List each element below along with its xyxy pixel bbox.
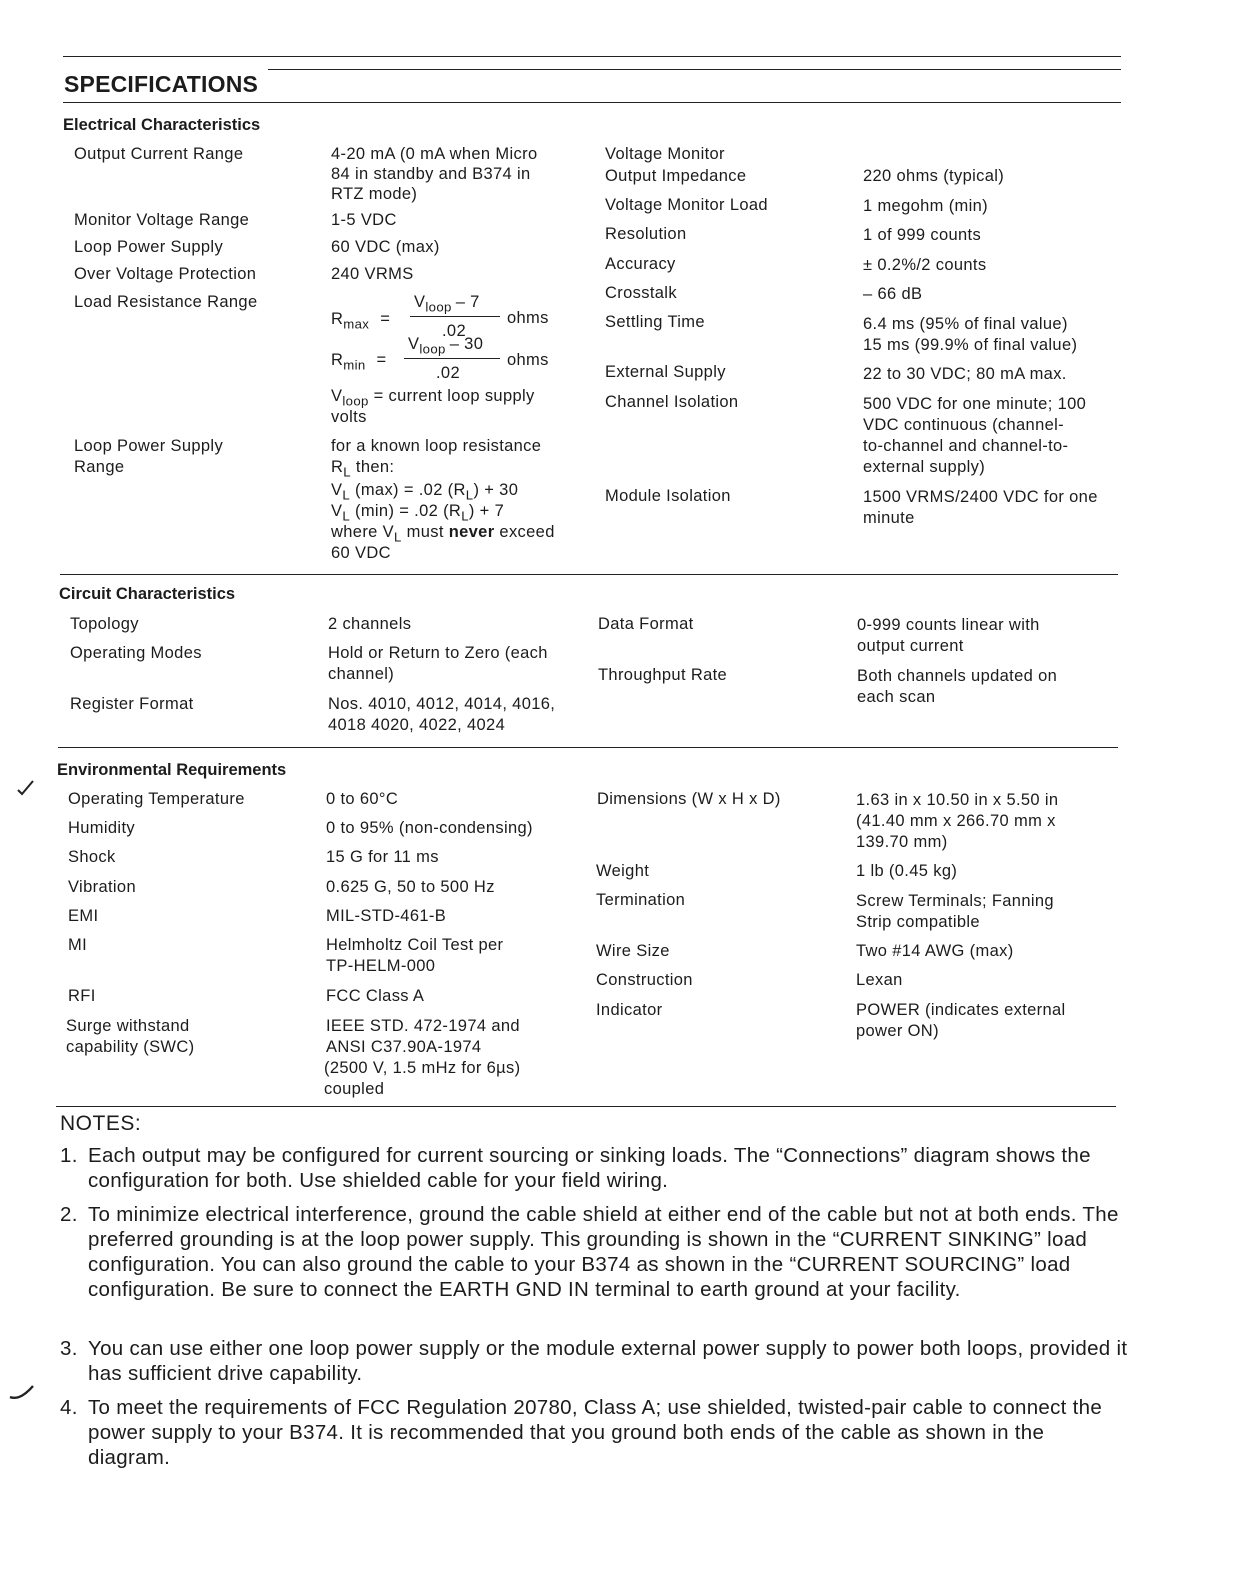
note-number: 2. [60,1203,78,1226]
note-text: Each output may be configured for current sourcing or sinking loads. The “Connections” diagram shows the configuration for both. Use shielded cable for your field wiring. [88,1144,1091,1192]
spec-label: Wire Size [596,942,670,960]
spec-value: IEEE STD. 472-1974 and [326,1017,520,1035]
spec-label: EMI [68,907,99,925]
spec-value: 1 megohm (min) [863,197,989,215]
spec-value: Two #14 AWG (max) [856,942,1014,960]
spec-label: Module Isolation [605,487,731,505]
spec-label: Weight [596,862,650,880]
spec-value: channel) [328,665,395,683]
spec-label: Humidity [68,819,135,837]
spec-value: volts [331,408,367,426]
fraction-bar [404,358,500,359]
note-item [60,1336,1130,1386]
spec-label: Accuracy [605,255,676,273]
spec-label: Termination [596,891,686,909]
spec-value: 1500 VRMS/2400 VDC for one [863,488,1098,506]
vloop-definition: $V_{loop}$ = current loop supply [331,387,535,409]
spec-value: external supply) [863,458,986,476]
spec-label: capability (SWC) [66,1038,195,1056]
spec-value: coupled [324,1080,385,1098]
formula-rmax-unit: ohms [507,309,549,327]
spec-value: 1.63 in x 10.50 in x 5.50 in [856,791,1059,809]
spec-value: 6.4 ms (95% of final value) [863,315,1068,333]
spec-label: Operating Temperature [68,790,245,808]
spec-value: 15 ms (99.9% of final value) [863,336,1078,354]
note-item [60,1202,1130,1302]
note-item [60,1395,1130,1470]
spec-label: Crosstalk [605,284,677,302]
section-heading-electrical: Electrical Characteristics [63,116,261,134]
spec-value: FCC Class A [326,987,425,1005]
formula-rmin-unit: ohms [507,351,549,369]
formula-r: R [331,310,344,328]
spec-label: RFI [68,987,96,1005]
formula-rmax [331,309,390,335]
formula-vl-min: $V_L$ (min) = .02 $(R_L) + 7$ [331,502,505,524]
spec-label: MI [68,936,88,954]
spec-label: Indicator [596,1001,663,1019]
formula-rmin-numerator: $V_{loop} - 30$ [408,335,484,357]
spec-label: Output Current Range [74,145,244,163]
spec-value: 500 VDC for one minute; 100 [863,395,1087,413]
spec-label: Resolution [605,225,687,243]
spec-value: (41.40 mm x 266.70 mm x [856,812,1056,830]
spec-label: Voltage Monitor [605,145,725,163]
spec-value: ± 0.2%/2 counts [863,256,987,274]
spec-value: Helmholtz Coil Test per [326,936,504,954]
note-text: To minimize electrical interference, ground the cable shield at either end of the cable but not at both ends. The preferred grounding is at the loop power supply. This grounding is shown in the “CURRENT SINKING” load configuration. You can also ground the cable to your B374 as shown in the “CURRENT SOURCING” load configuration. Be sure to connect the EARTH GND IN terminal to earth ground at your facility. [88,1203,1119,1301]
spec-value: 1 of 999 counts [863,226,982,244]
spec-label: Load Resistance Range [74,293,258,311]
fraction-bar [410,316,500,317]
spec-value: to-channel and channel-to- [863,437,1069,455]
section-divider [60,574,1118,575]
page-title: SPECIFICATIONS [64,71,259,97]
spec-label: Dimensions (W x H x D) [597,790,781,808]
spec-value: MIL-STD-461-B [326,907,447,925]
formula-eq: = [380,310,391,328]
spec-value: 0-999 counts linear with [857,616,1040,634]
spec-label: Settling Time [605,313,705,331]
section-divider [56,1106,1116,1107]
spec-value: Both channels updated on [857,667,1058,685]
spec-value: 2 channels [328,615,412,633]
spec-value: (2500 V, 1.5 mHz for 6µs) [324,1059,521,1077]
spec-value: 0 to 95% (non-condensing) [326,819,533,837]
formula-vl-max: $V_L$ (max) = .02 $(R_L) + 30$ [331,481,519,503]
spec-label: Over Voltage Protection [74,265,257,283]
spec-label: Data Format [598,615,694,633]
spec-value: Strip compatible [856,913,980,931]
margin-check-mark-icon [8,1383,36,1405]
spec-label: Loop Power Supply [74,238,224,256]
title-underline [63,102,1121,103]
spec-value: Lexan [856,971,903,989]
note-text: To meet the requirements of FCC Regulation 20780, Class A; use shielded, twisted-pair cable to connect the power supply to your B374. It is recommended that you ground both ends of the cable as shown in the diagram. [88,1396,1103,1469]
spec-value: 15 G for 11 ms [326,848,439,866]
spec-value: 0 to 60°C [326,790,399,808]
spec-value: 84 in standby and B374 in [331,165,531,183]
spec-value: – 66 dB [863,285,923,303]
spec-value: 139.70 mm) [856,833,948,851]
title-rule [268,69,1121,70]
section-divider [58,747,1118,748]
spec-value: $R_L$ then: [331,458,395,480]
spec-label: Loop Power Supply [74,437,224,455]
spec-value: for a known loop resistance [331,437,542,455]
spec-value: 22 to 30 VDC; 80 mA max. [863,365,1067,383]
spec-label: Operating Modes [70,644,202,662]
spec-value: POWER (indicates external [856,1001,1066,1019]
spec-value: ANSI C37.90A-1974 [326,1038,482,1056]
spec-value: output current [857,637,964,655]
formula-rmax-denominator: .02 [442,322,466,340]
spec-value: 60 VDC [331,544,391,562]
spec-value: 0.625 G, 50 to 500 Hz [326,878,495,896]
note-number: 4. [60,1396,78,1419]
spec-value: RTZ mode) [331,185,418,203]
spec-value: 1 lb (0.45 kg) [856,862,958,880]
spec-label: Output Impedance [605,167,747,185]
spec-value: power ON) [856,1022,939,1040]
spec-value: minute [863,509,915,527]
margin-check-mark-icon [16,778,36,800]
formula-sub: max [343,316,370,332]
note-number: 3. [60,1337,78,1360]
spec-value: 240 VRMS [331,265,414,283]
spec-label: Register Format [70,695,194,713]
notes-heading: NOTES: [60,1112,142,1135]
spec-label: Channel Isolation [605,393,739,411]
spec-value: Hold or Return to Zero (each [328,644,548,662]
section-heading-environmental: Environmental Requirements [57,761,287,779]
spec-value: Screw Terminals; Fanning [856,892,1054,910]
spec-label: Voltage Monitor Load [605,196,768,214]
spec-value: 4018 4020, 4022, 4024 [328,716,506,734]
note-text: You can use either one loop power supply or the module external power supply to power both loops, provided it has sufficient drive capability. [88,1337,1128,1385]
spec-label: Construction [596,971,693,989]
note-number: 1. [60,1144,78,1167]
spec-value: 4-20 mA (0 mA when Micro [331,145,538,163]
spec-label: Topology [70,615,139,633]
spec-value: VDC continuous (channel- [863,416,1065,434]
never-exceed-text: where $V_L$ must never exceed [331,523,555,545]
top-rule [63,56,1121,57]
section-heading-circuit: Circuit Characteristics [59,585,236,603]
formula-rmin: $R_{min}$ = [331,351,387,373]
formula-rmax-numerator: $V_{loop} - 7$ [414,293,480,315]
spec-value: Nos. 4010, 4012, 4014, 4016, [328,695,556,713]
formula-rmin-denominator: .02 [436,364,460,382]
spec-label: Vibration [68,878,136,896]
spec-value: each scan [857,688,936,706]
spec-label: Surge withstand [66,1017,190,1035]
spec-value: 60 VDC (max) [331,238,440,256]
spec-label: External Supply [605,363,726,381]
spec-label: Range [74,458,125,476]
spec-label: Monitor Voltage Range [74,211,250,229]
spec-value: 1-5 VDC [331,211,397,229]
spec-value: 220 ohms (typical) [863,167,1005,185]
spec-value: TP-HELM-000 [326,957,436,975]
note-item [60,1143,1130,1193]
spec-label: Shock [68,848,116,866]
spec-label: Throughput Rate [598,666,728,684]
